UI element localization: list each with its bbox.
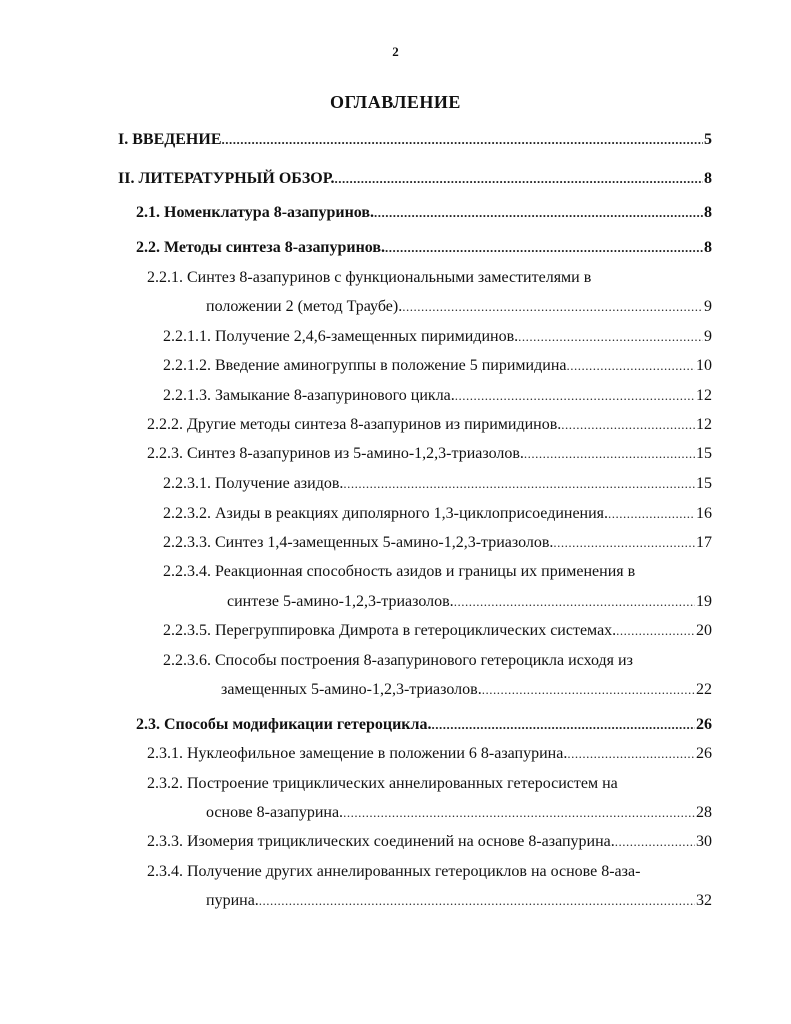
toc-entry-page: 22 — [696, 681, 712, 698]
toc-entry-literature-review[interactable] — [118, 168, 712, 190]
dot-leader — [608, 503, 695, 525]
toc-title: ОГЛАВЛЕНИЕ — [330, 92, 461, 112]
toc-entry-page: 20 — [696, 622, 712, 639]
dot-leader — [561, 414, 695, 436]
toc-entry-label: 2.2.3. Синтез 8-азапуринов из 5-амино-1,2,3-триазолов. — [147, 445, 524, 462]
toc-entry-page: 19 — [696, 593, 712, 610]
toc-entry-page: 5 — [704, 131, 712, 148]
dot-leader — [566, 355, 695, 377]
dot-leader — [454, 591, 695, 613]
toc-entry-label: II. ЛИТЕРАТУРНЫЙ ОБЗОР. — [118, 170, 335, 187]
toc-entry-2-2-1-1[interactable] — [163, 326, 712, 348]
toc-entry-label: 2.2.3.2. Азиды в реакциях диполярного 1,3-циклоприсоединения. — [163, 505, 609, 522]
toc-entry-2-2-1[interactable] — [206, 296, 712, 318]
dot-leader — [259, 890, 695, 912]
dot-leader — [431, 714, 695, 736]
toc-entry-label: положении 2 (метод Траубе). — [206, 298, 403, 315]
toc-entry-page: 26 — [696, 745, 712, 762]
toc-entry-label: пурина. — [206, 892, 259, 909]
toc-entry-2-2-3-6[interactable] — [221, 679, 712, 701]
toc-entry-label: синтезе 5-амино-1,2,3-триазолов. — [227, 593, 454, 610]
dot-leader — [567, 743, 695, 765]
toc-entry-label: 2.3. Способы модификации гетероцикла. — [136, 716, 432, 733]
dot-leader — [343, 802, 695, 824]
toc-entry-page: 8 — [704, 204, 712, 221]
toc-entry-page: 9 — [704, 328, 712, 345]
toc-entry-2-2-3-3[interactable] — [163, 532, 712, 554]
toc-entry-2-1[interactable] — [136, 202, 712, 224]
dot-leader — [374, 202, 703, 224]
toc-entry-2-2-1-3[interactable] — [163, 385, 712, 407]
toc-entry-2-2-3[interactable] — [147, 443, 712, 465]
toc-entry-page: 15 — [696, 445, 712, 462]
toc-entry-2-2-1-line1[interactable]: 2.2.1. Синтез 8-азапуринов с функциональными заместителями в — [147, 269, 592, 286]
toc-entry-label: 2.3.3. Изомерия трициклических соединений на основе 8-азапурина. — [147, 833, 615, 850]
dot-leader — [221, 129, 703, 151]
toc-entry-2-2-3-4-line1[interactable]: 2.2.3.4. Реакционная способность азидов и границы их применения в — [163, 563, 636, 580]
toc-entry-page: 28 — [696, 804, 712, 821]
dot-leader — [524, 443, 695, 465]
toc-entry-label: основе 8-азапурина. — [206, 804, 344, 821]
toc-entry-2-2-3-5[interactable] — [163, 620, 712, 642]
toc-entry-2-2-2[interactable] — [147, 414, 712, 436]
toc-entry-2-2-3-1[interactable] — [163, 473, 712, 495]
toc-entry-2-3-4-line1[interactable]: 2.3.4. Получение других аннелированных гетероциклов на основе 8-аза- — [147, 863, 641, 880]
toc-entry-label: замещенных 5-амино-1,2,3-триазолов. — [221, 681, 482, 698]
toc-entry-page: 10 — [696, 357, 712, 374]
toc-entry-2-2-3-2[interactable] — [163, 503, 712, 525]
toc-entry-label: 2.2.3.1. Получение азидов. — [163, 475, 344, 492]
toc-entry-page: 12 — [696, 387, 712, 404]
dot-leader — [553, 532, 695, 554]
dot-leader — [343, 473, 695, 495]
dot-leader — [482, 679, 695, 701]
toc-entry-label: 2.2. Методы синтеза 8-азапуринов. — [136, 239, 386, 256]
toc-entry-2-2-3-6-line1[interactable]: 2.2.3.6. Способы построения 8-азапуринового гетероцикла исходя из — [163, 652, 633, 669]
page-number: 2 — [392, 44, 399, 59]
toc-entry-label: 2.2.1.1. Получение 2,4,6-замещенных пиримидинов. — [163, 328, 519, 345]
toc-entry-2-2-3-4[interactable] — [227, 591, 712, 613]
toc-entry-page: 8 — [704, 170, 712, 187]
toc-entry-page: 9 — [704, 298, 712, 315]
toc-entry-label: 2.2.3.5. Перегруппировка Димрота в гетероциклических системах. — [163, 622, 617, 639]
dot-leader — [615, 831, 695, 853]
toc-entry-2-3[interactable] — [136, 714, 712, 736]
toc-entry-label: 2.2.3.3. Синтез 1,4-замещенных 5-амино-1,2,3-триазолов. — [163, 534, 554, 551]
toc-entry-page: 12 — [696, 416, 712, 433]
toc-entry-introduction[interactable] — [118, 129, 712, 151]
toc-entry-label: 2.2.1.2. Введение аминогруппы в положение 5 пиримидина — [163, 357, 567, 374]
toc-entry-page: 17 — [696, 534, 712, 551]
toc-entry-page: 32 — [696, 892, 712, 909]
dot-leader — [616, 620, 695, 642]
toc-entry-page: 15 — [696, 475, 712, 492]
toc-entry-2-3-4[interactable] — [206, 890, 712, 912]
toc-entry-label: 2.2.1.3. Замыкание 8-азапуринового цикла. — [163, 387, 455, 404]
dot-leader — [455, 385, 695, 407]
dot-leader — [518, 326, 703, 348]
toc-entry-page: 26 — [696, 716, 712, 733]
toc-entry-page: 8 — [704, 239, 712, 256]
toc-entry-2-2[interactable] — [136, 237, 712, 259]
dot-leader — [335, 168, 703, 190]
toc-entry-2-3-2[interactable] — [206, 802, 712, 824]
toc-entry-2-3-2-line1[interactable]: 2.3.2. Построение трициклических аннелированных гетеросистем на — [147, 775, 618, 792]
dot-leader — [385, 237, 703, 259]
toc-entry-page: 16 — [696, 505, 712, 522]
toc-entry-label: 2.3.1. Нуклеофильное замещение в положении 6 8-азапурина. — [147, 745, 568, 762]
toc-entry-2-2-1-2[interactable] — [163, 355, 712, 377]
toc-entry-label: 2.1. Номенклатура 8-азапуринов. — [136, 204, 375, 221]
toc-entry-page: 30 — [696, 833, 712, 850]
toc-entry-2-3-3[interactable] — [147, 831, 712, 853]
toc-entry-label: I. ВВЕДЕНИЕ — [118, 131, 222, 148]
toc-entry-label: 2.2.2. Другие методы синтеза 8-азапуринов из пиримидинов. — [147, 416, 562, 433]
toc-entry-2-3-1[interactable] — [147, 743, 712, 765]
dot-leader — [402, 296, 703, 318]
